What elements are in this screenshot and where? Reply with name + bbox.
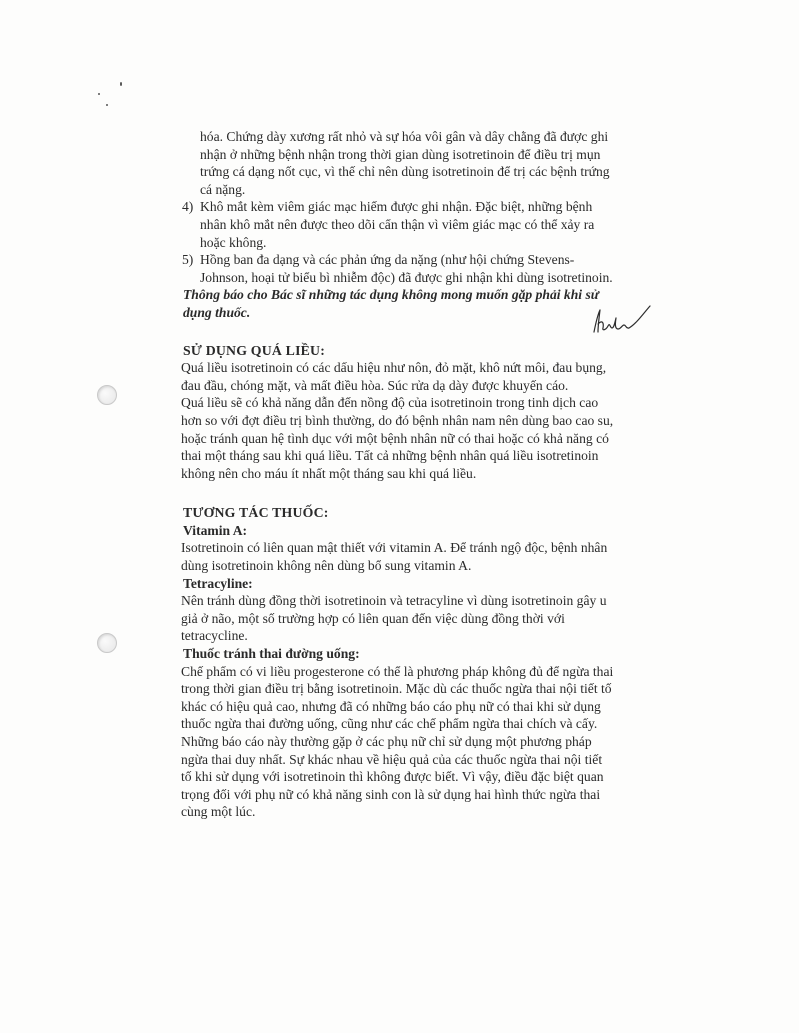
vitamin-a-title: Vitamin A: bbox=[183, 522, 248, 538]
text-line: Quá liều isotretinoin có các dấu hiệu như nôn, đỏ mặt, khô nứt môi, đau bụng, bbox=[181, 360, 607, 376]
scan-speck bbox=[106, 104, 108, 106]
text-line: thuốc ngừa thai đường uống, cũng như các chế phẩm ngừa thai chích và cấy. bbox=[181, 716, 598, 732]
text-line: nhân khô mắt nên được theo dõi cẩn thận vì viêm giác mạc có thể xảy ra bbox=[200, 216, 595, 232]
text-line: cá nặng. bbox=[200, 181, 246, 197]
tetracyline-section bbox=[181, 592, 641, 645]
text-line: thai một tháng sau khi quá liều. Tất cả những bệnh nhân quá liều isotretinoin bbox=[181, 448, 599, 464]
scan-speck bbox=[98, 93, 100, 95]
text-line: Isotretinoin có liên quan mật thiết với vitamin A. Để tránh ngộ độc, bệnh nhân bbox=[181, 540, 608, 556]
text-line: Johnson, hoại tử biểu bì nhiễm độc) đã được ghi nhận khi dùng isotretinoin. bbox=[200, 269, 613, 285]
oral-contraceptives-section bbox=[181, 663, 641, 821]
item-number: 4) bbox=[182, 199, 194, 215]
text-line: Chế phẩm có vi liều progesterone có thể là phương pháp không đủ để ngừa thai bbox=[181, 663, 614, 679]
text-line: Thông báo cho Bác sĩ những tác dụng không mong muốn gặp phải khi sử bbox=[183, 287, 599, 303]
text-line: hoặc không. bbox=[200, 234, 267, 250]
text-line: hoặc tránh quan hệ tình dục với một bệnh nhân nữ có thai hoặc có khả năng có bbox=[181, 430, 609, 446]
vitamin-a-section bbox=[181, 539, 641, 574]
text-line: dụng thuốc. bbox=[183, 304, 251, 320]
doctor-notice bbox=[183, 286, 641, 321]
text-line: khác có hiệu quả cao, nhưng đã có những báo cáo phụ nữ có thai khi sử dụng bbox=[181, 698, 601, 714]
text-line: hóa. Chứng dày xương rất nhỏ và sự hóa vôi gân và dây chằng đã được ghi bbox=[200, 129, 609, 144]
text-line: trong thời gian điều trị bằng isotretinoin. Mặc dù các thuốc ngừa thai nội tiết tố bbox=[181, 681, 612, 697]
oral-contraceptives-title: Thuốc tránh thai đường uống: bbox=[183, 646, 360, 662]
punch-hole-bottom bbox=[97, 633, 117, 653]
tetracyline-title: Tetracyline: bbox=[183, 575, 253, 591]
punch-hole-top bbox=[97, 385, 117, 405]
overdose-heading: SỬ DỤNG QUÁ LIỀU: bbox=[183, 342, 326, 358]
list-item bbox=[183, 251, 641, 286]
text-line: không nên cho máu ít nhất một tháng sau khi quá liều. bbox=[181, 465, 477, 481]
text-line: cùng một lúc. bbox=[181, 804, 256, 820]
text-line: hơn so với đợt điều trị bình thường, do đó bệnh nhân nam nên dùng bao cao su, bbox=[181, 412, 614, 428]
text-line: Khô mắt kèm viêm giác mạc hiếm được ghi nhận. Đặc biệt, những bệnh bbox=[200, 199, 593, 215]
text-line: nhận ở những bệnh nhận trong thời gian dùng isotretinoin để điều trị mụn bbox=[200, 146, 601, 162]
text-line: Nên tránh dùng đồng thời isotretinoin và tetracyline vì dùng isotretinoin gây u bbox=[181, 593, 607, 609]
list-item bbox=[183, 198, 641, 251]
side-effect-continuation bbox=[183, 128, 641, 198]
text-line: trọng đối với phụ nữ có khả năng sinh con là sử dụng hai hình thức ngừa thai bbox=[181, 786, 601, 802]
overdose-section bbox=[181, 359, 641, 482]
text-line: trứng cá dạng nốt cục, vì thế chỉ nên dùng isotretinoin để trị các bệnh trứng bbox=[200, 164, 610, 180]
item-number: 5) bbox=[182, 252, 194, 268]
text-line: tetracycline. bbox=[181, 628, 248, 644]
text-line: giả ở não, một số trường hợp có liên quan đến việc dùng đồng thời với bbox=[181, 610, 565, 626]
text-line: ngừa thai duy nhất. Sự khác nhau về hiệu quả của các thuốc ngừa thai nội tiết bbox=[181, 751, 603, 767]
text-line: Hồng ban đa dạng và các phản ứng da nặng (như hội chứng Stevens- bbox=[200, 252, 575, 268]
scan-speck bbox=[120, 82, 122, 86]
text-line: dùng isotretinoin không nên dùng bổ sung vitamin A. bbox=[181, 558, 472, 574]
document-body bbox=[183, 128, 641, 821]
text-line: Những báo cáo này thường gặp ở các phụ nữ chỉ sử dụng một phương pháp bbox=[181, 734, 592, 749]
text-line: tố khi sử dụng với isotretinoin thì không được biết. Vì vậy, điều đặc biệt quan bbox=[181, 769, 604, 785]
text-line: Quá liều sẽ có khả năng dẫn đến nồng độ của isotretinoin trong tinh dịch cao bbox=[181, 395, 599, 411]
text-line: đau đầu, chóng mặt, và mất điều hòa. Súc rửa dạ dày được khuyến cáo. bbox=[181, 377, 569, 393]
interactions-heading: TƯƠNG TÁC THUỐC: bbox=[183, 505, 329, 521]
